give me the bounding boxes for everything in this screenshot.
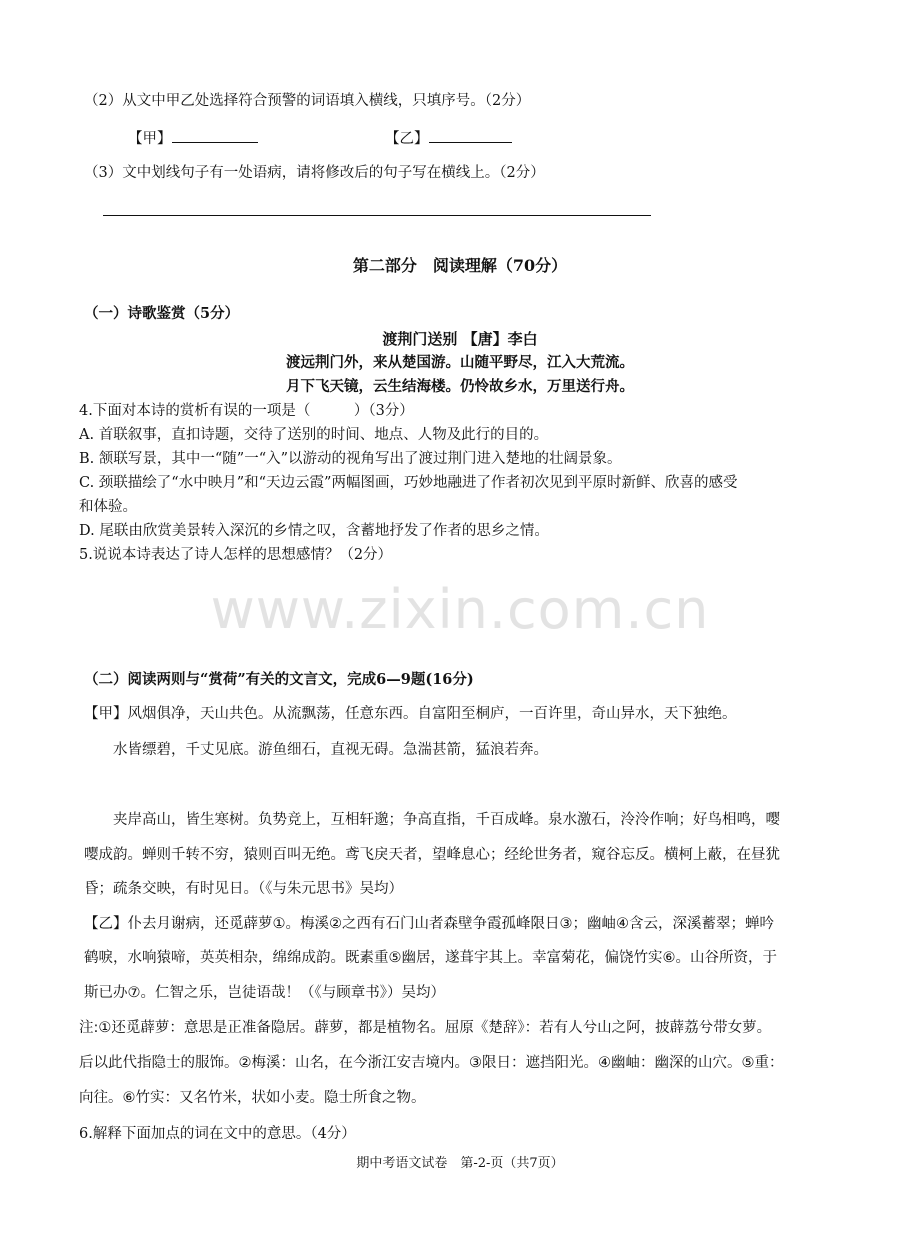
yi-label: 【乙】 xyxy=(385,131,429,147)
yi-answer-line[interactable] xyxy=(429,128,512,143)
passage-yi-line-3: 斯已办⑦。仁智之乐，岂徒语哉！（《与顾章书》）吴均） xyxy=(84,985,445,1001)
part-two-title: 第二部分 阅读理解（70分） xyxy=(352,256,568,275)
poetry-heading: （一）诗歌鉴赏（5分） xyxy=(84,305,240,322)
passage-yi-line-1: 【乙】仆去月谢病，还觅薜萝①。梅溪②之西有石门山者森壁争霞孤峰限日③；幽岫④含云，深溪蓄翠；蝉吟 xyxy=(84,916,774,932)
passage-jia-line-2: 水皆缥碧，千丈见底。游鱼细石，直视无碍。急湍甚箭，猛浪若奔。 xyxy=(113,742,548,758)
question-4: 4.下面对本诗的赏析有误的一项是（ ）（3分） xyxy=(79,403,414,419)
jia-label: 【甲】 xyxy=(128,131,172,147)
passage-jia-line-4: 嘤成韵。蝉则千转不穷，猿则百叫无绝。鸢飞戾天者，望峰息心；经纶世务者，窥谷忘反。横柯上蔽，在昼犹 xyxy=(84,847,780,863)
jia-answer-line[interactable] xyxy=(172,128,258,143)
page-footer: 期中考语文试卷 第-2-页（共7页） xyxy=(356,1156,564,1171)
q3-answer-line[interactable] xyxy=(103,215,651,216)
question-2: （2）从文中甲乙处选择符合预警的词语填入横线，只填序号。（2分） xyxy=(84,93,531,109)
passage-yi-line-2: 鹤唳，水响猿啼，英英相杂，绵绵成韵。既素重⑤幽居，遂葺宇其上。幸富菊花，偏饶竹实⑥。山谷所资，于 xyxy=(84,950,777,966)
notes-line-1: 注:①还觅薜萝：意思是正准备隐居。薜萝，都是植物名。屈原《楚辞》：若有人兮山之阿，披薜荔兮带女萝。 xyxy=(79,1020,772,1036)
blank-jia[interactable] xyxy=(128,128,258,149)
poem-title: 渡荆门送别 【唐】李白 xyxy=(382,330,538,348)
option-c-line-2: 和体验。 xyxy=(79,499,137,515)
option-c-line-1: C. 颈联描绘了“水中映月”和“天边云霞”两幅图画，巧妙地融进了作者初次见到平原时新鲜、欣喜的感受 xyxy=(79,475,738,491)
option-a: A. 首联叙事，直扣诗题，交待了送别的时间、地点、人物及此行的目的。 xyxy=(79,427,549,443)
notes-line-2: 后以此代指隐士的服饰。②梅溪：山名，在今浙江安吉境内。③限日：遮挡阳光。④幽岫：幽深的山穴。⑤重： xyxy=(79,1055,784,1071)
passage-jia-line-3: 夹岸高山，皆生寒树。负势竞上，互相轩邈；争高直指，千百成峰。泉水激石，泠泠作响；好鸟相鸣，嘤 xyxy=(113,812,780,828)
option-b: B. 颔联写景，其中一“随”一“入”以游动的视角写出了渡过荆门进入楚地的壮阔景象。 xyxy=(79,451,622,467)
notes-line-3: 向往。⑥竹实：又名竹米，状如小麦。隐士所食之物。 xyxy=(79,1090,426,1106)
watermark: www.zixin.com.cn xyxy=(210,578,710,641)
poem-line-2: 月下飞天镜，云生结海楼。仍怜故乡水，万里送行舟。 xyxy=(286,379,634,395)
poem-line-1: 渡远荆门外，来从楚国游。山随平野尽，江入大荒流。 xyxy=(286,355,634,371)
classical-heading: （二）阅读两则与“赏荷”有关的文言文，完成6—9题(16分) xyxy=(84,671,474,688)
question-3: （3）文中划线句子有一处语病，请将修改后的句子写在横线上。（2分） xyxy=(84,165,545,181)
question-5: 5.说说本诗表达了诗人怎样的思想感情？（2分） xyxy=(79,547,393,563)
blank-yi[interactable] xyxy=(385,128,512,149)
question-6: 6.解释下面加点的词在文中的意思。（4分） xyxy=(79,1126,356,1142)
option-d: D. 尾联由欣赏美景转入深沉的乡情之叹，含蓄地抒发了作者的思乡之情。 xyxy=(79,523,549,539)
passage-jia-line-5: 昏；疏条交映，有时见日。（《与朱元思书》吴均） xyxy=(84,881,403,897)
passage-jia-line-1: 【甲】风烟俱净，天山共色。从流飘荡，任意东西。自富阳至桐庐，一百许里，奇山异水，天下独绝。 xyxy=(84,706,737,722)
